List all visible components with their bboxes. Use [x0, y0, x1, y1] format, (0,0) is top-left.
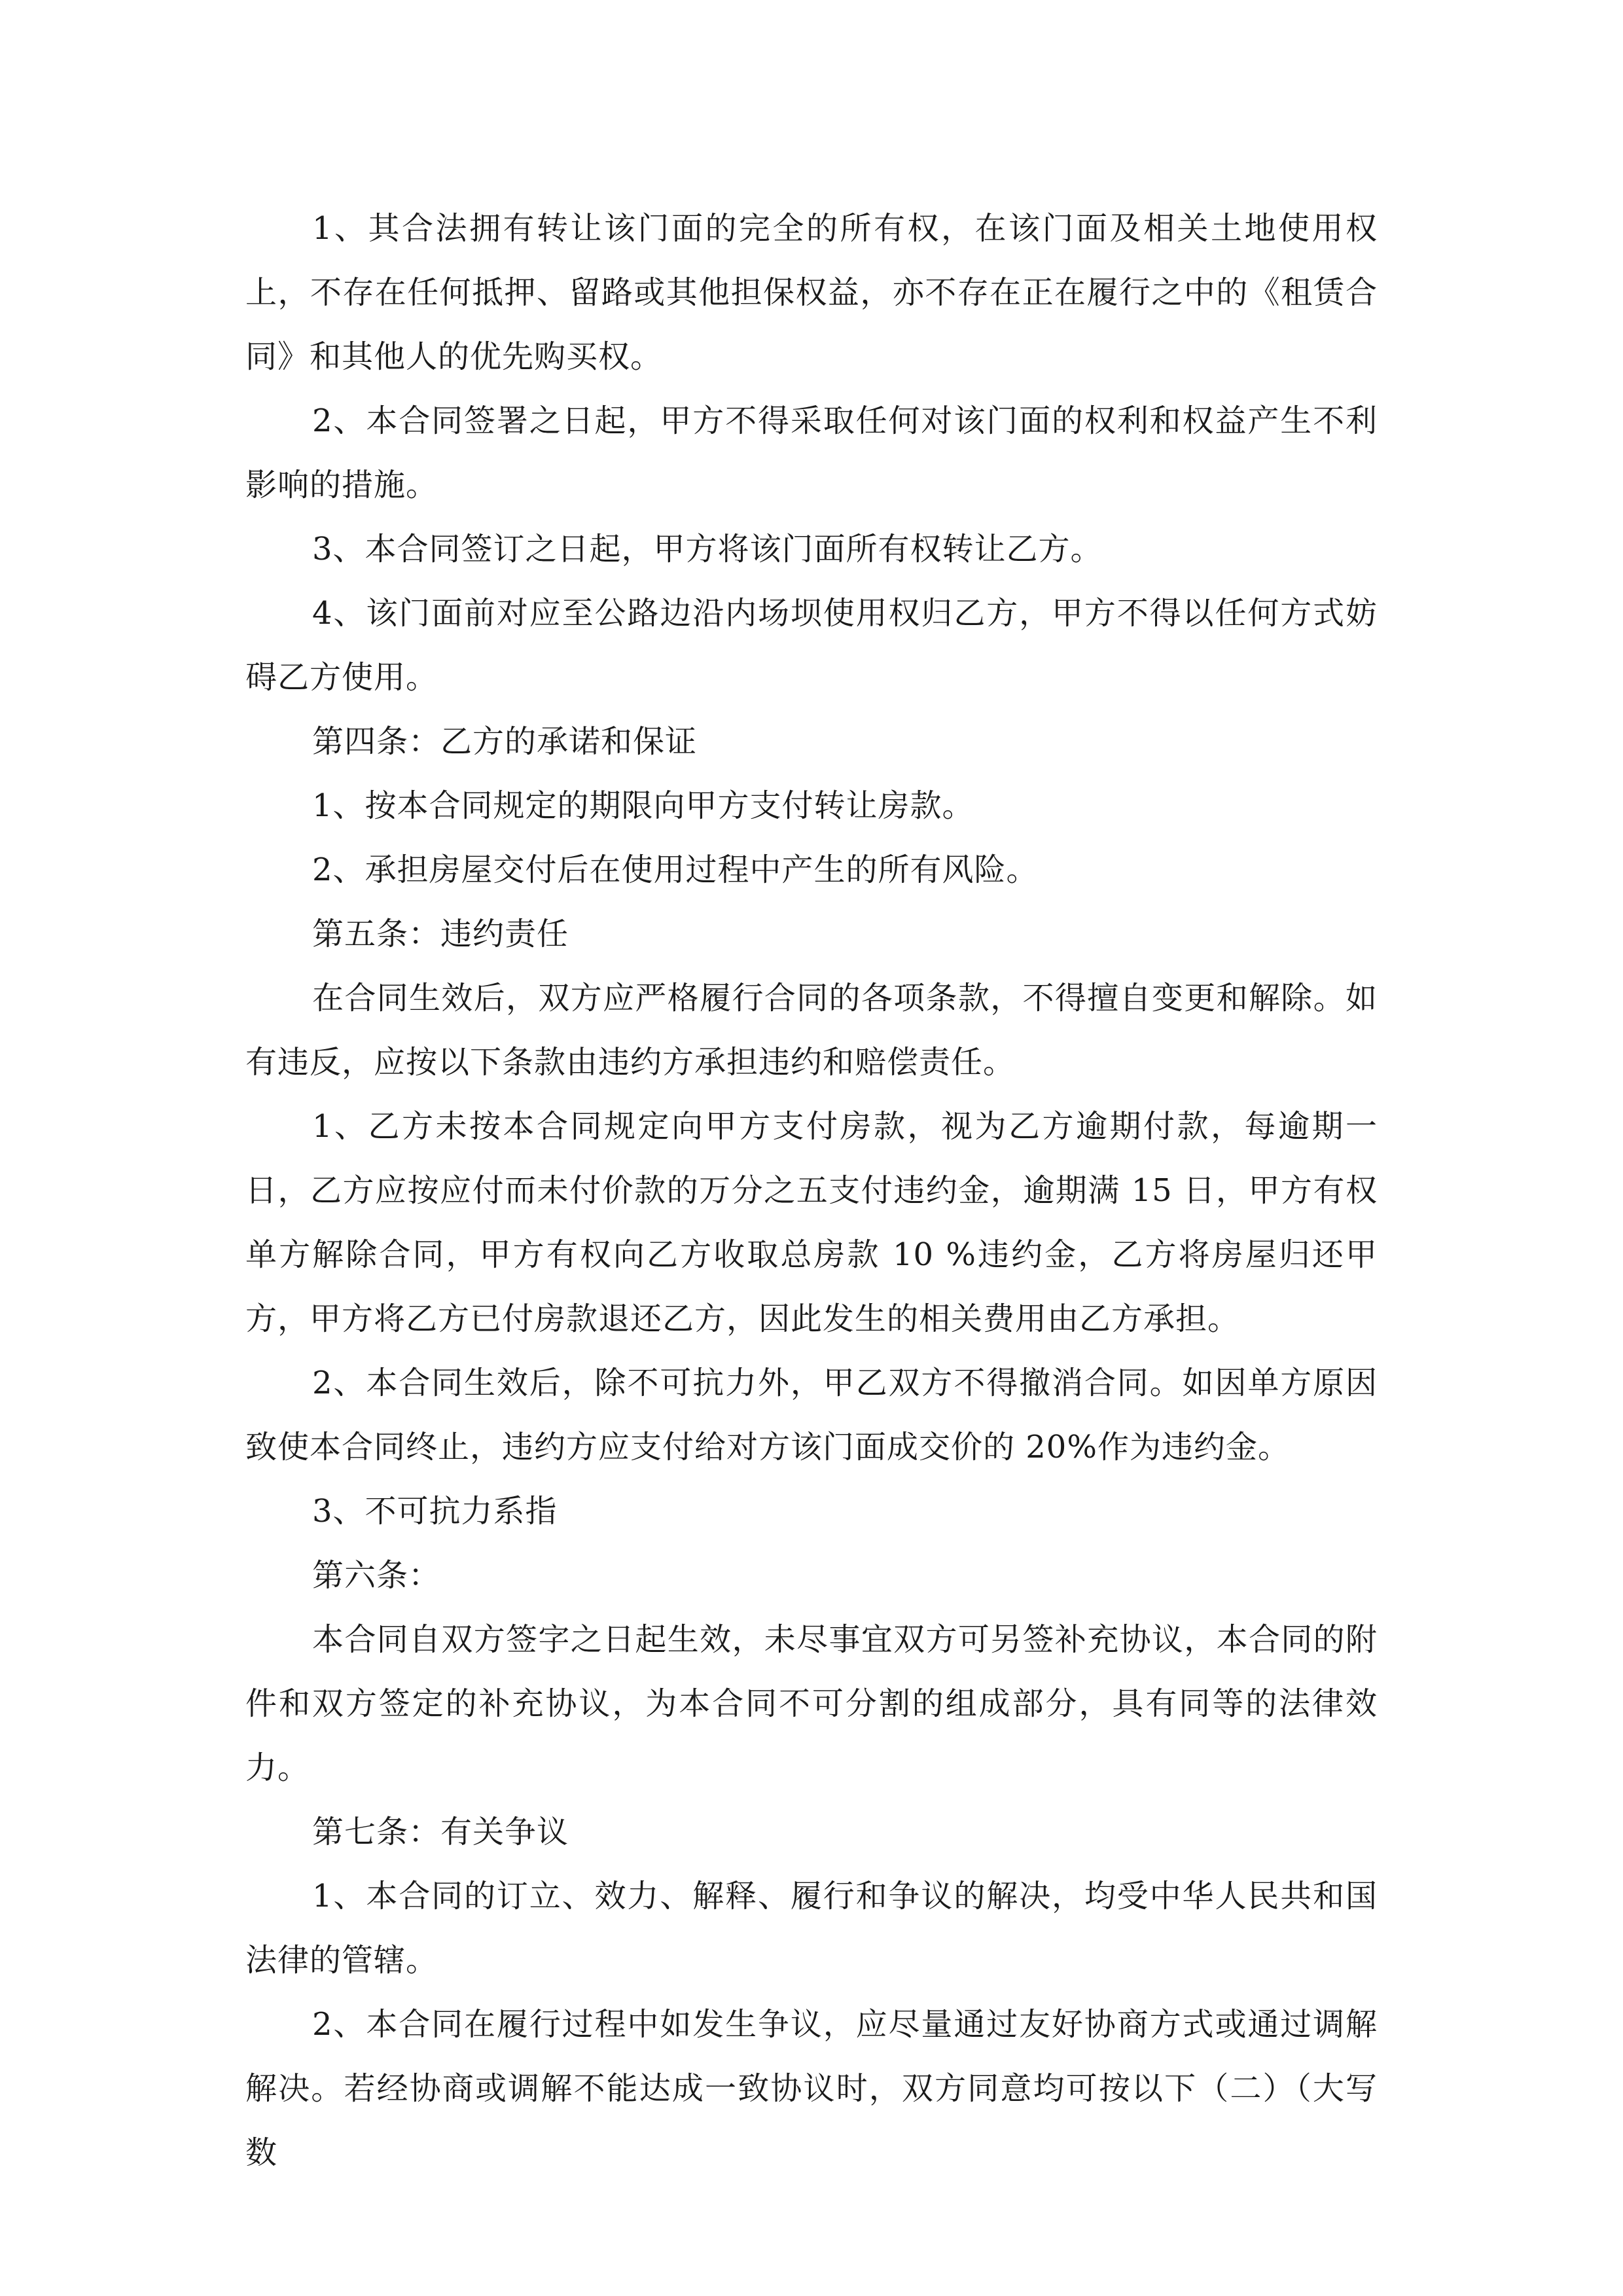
article-5-item-3: 3、不可抗力系指 [312, 1493, 558, 1530]
contract-body [245, 196, 1378, 2185]
article-4-item-2: 2、承担房屋交付后在使用过程中产生的所有风险。 [312, 852, 1039, 888]
article-7-item-1: 1、本合同的订立、效力、解释、履行和争议的解决，均受中华人民共和国法律的管辖。 [245, 1878, 1378, 1979]
article-4-heading: 第四条：乙方的承诺和保证 [312, 723, 698, 760]
article-5-heading: 第五条：违约责任 [312, 916, 569, 952]
article-5-item-2: 2、本合同生效后，除不可抗力外，甲乙双方不得撤消合同。如因单方原因致使本合同终止，违约方应支付给对方该门面成交价的 20%作为违约金。 [245, 1365, 1378, 1465]
clause-3-item-4: 4、该门面前对应至公路边沿内场坝使用权归乙方，甲方不得以任何方式妨碍乙方使用。 [245, 595, 1378, 696]
article-7-item-2: 2、本合同在履行过程中如发生争议，应尽量通过友好协商方式或通过调解解决。若经协商或调解不能达成一致协议时，双方同意均可按以下（二）（大写数 [245, 2006, 1378, 2171]
article-7-heading: 第七条：有关争议 [312, 1814, 569, 1850]
article-4-item-1: 1、按本合同规定的期限向甲方支付转让房款。 [312, 787, 974, 824]
clause-3-item-3: 3、本合同签订之日起，甲方将该门面所有权转让乙方。 [312, 531, 1103, 567]
article-5-intro: 在合同生效后，双方应严格履行合同的各项条款，不得擅自变更和解除。如有违反，应按以下条款由违约方承担违约和赔偿责任。 [245, 980, 1378, 1081]
article-6-body: 本合同自双方签字之日起生效，未尽事宜双方可另签补充协议，本合同的附件和双方签定的补充协议，为本合同不可分割的组成部分，具有同等的法律效力。 [245, 1621, 1378, 1786]
clause-3-item-2: 2、本合同签署之日起，甲方不得采取任何对该门面的权利和权益产生不利影响的措施。 [245, 403, 1378, 503]
clause-3-item-1: 1、其合法拥有转让该门面的完全的所有权，在该门面及相关土地使用权上，不存在任何抵押、留路或其他担保权益，亦不存在正在履行之中的《租赁合同》和其他人的优先购买权。 [245, 210, 1378, 375]
article-6-heading: 第六条： [312, 1557, 441, 1594]
article-5-item-1: 1、乙方未按本合同规定向甲方支付房款，视为乙方逾期付款，每逾期一日，乙方应按应付而未付价款的万分之五支付违约金，逾期满 15 日，甲方有权单方解除合同，甲方有权向乙方收取总房款 10 %违约金，乙方将房屋归还甲方，甲方将乙方已付房款退还乙方，因此发生的相关费用由乙方承担。 [245, 1108, 1378, 1337]
